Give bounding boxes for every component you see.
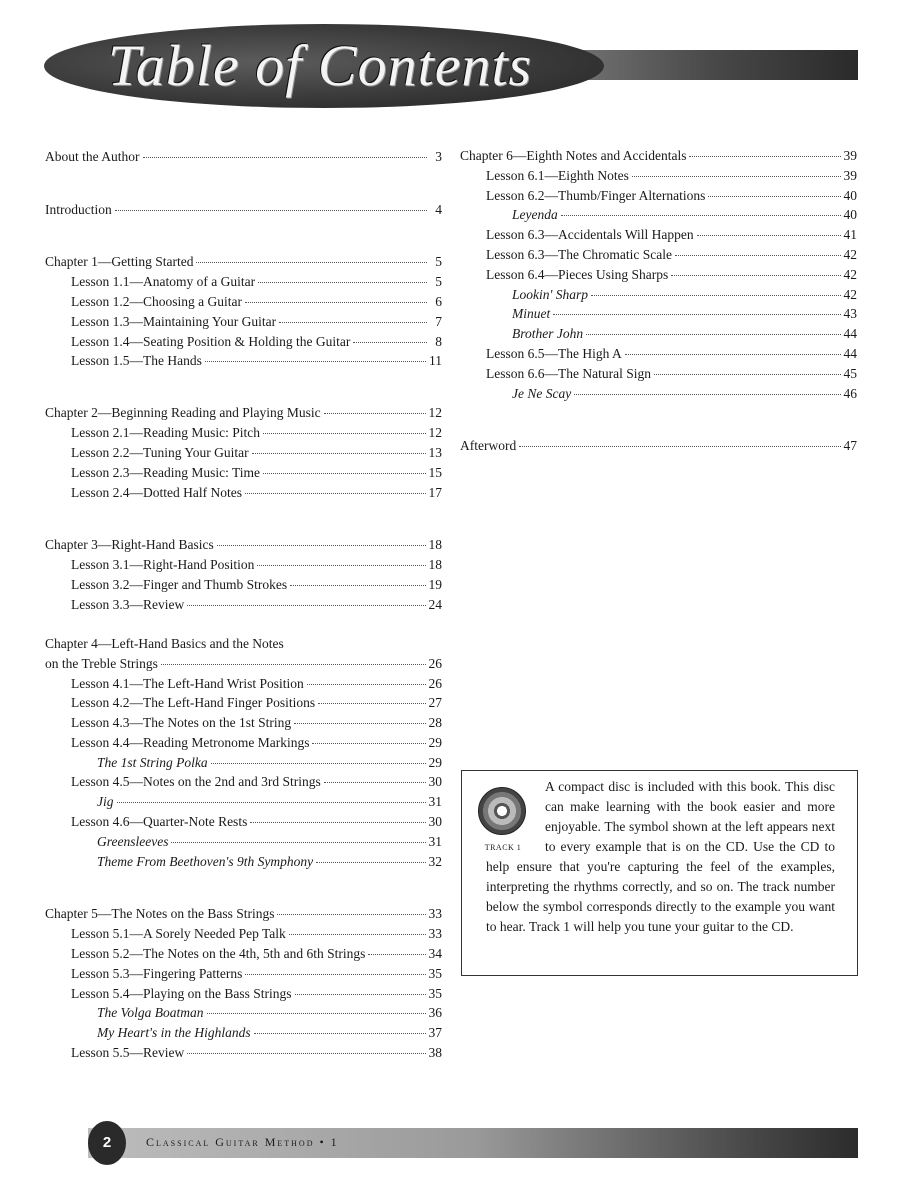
toc-entry-label: The Volga Boatman	[97, 1005, 204, 1020]
title-banner	[44, 24, 858, 108]
toc-entry-page: 12	[428, 425, 442, 440]
toc-entry-label: Lesson 6.3—Accidentals Will Happen	[486, 227, 694, 242]
toc-entry-label: Chapter 4—Left-Hand Basics and the Notes	[45, 636, 284, 651]
toc-leader-dots	[217, 544, 426, 546]
toc-entry	[45, 654, 442, 674]
toc-entry-label: Lesson 6.6—The Natural Sign	[486, 366, 651, 381]
toc-entry	[460, 166, 857, 186]
toc-entry-page: 5	[435, 254, 442, 269]
toc-leader-dots	[591, 294, 840, 296]
toc-entry	[45, 693, 442, 713]
toc-entry	[45, 1003, 442, 1023]
toc-entry-label: Lesson 3.1—Right-Hand Position	[71, 557, 255, 572]
toc-entry-page: 44	[843, 346, 857, 361]
toc-entry-page: 18	[428, 537, 442, 552]
toc-entry-label: Minuet	[512, 306, 551, 321]
toc-entry-label: Brother John	[512, 326, 584, 341]
toc-leader-dots	[290, 584, 425, 586]
toc-entry-page: 33	[428, 926, 442, 941]
toc-leader-dots	[353, 341, 427, 343]
toc-entry	[45, 403, 442, 423]
toc-leader-dots	[368, 953, 425, 955]
toc-entry-page: 30	[428, 814, 442, 829]
toc-entry-label: Lesson 2.1—Reading Music: Pitch	[71, 425, 260, 440]
toc-entry-page: 30	[428, 774, 442, 789]
toc-entry	[460, 245, 857, 265]
toc-leader-dots	[553, 313, 840, 315]
toc-entry-label: Lesson 2.2—Tuning Your Guitar	[71, 445, 249, 460]
toc-leader-dots	[254, 1032, 426, 1034]
toc-entry-label: Lesson 2.3—Reading Music: Time	[71, 465, 261, 480]
toc-entry-page: 40	[843, 207, 857, 222]
toc-entry	[45, 575, 442, 595]
toc-leader-dots	[257, 564, 425, 566]
toc-entry	[460, 436, 857, 456]
toc-entry-label: Lesson 2.4—Dotted Half Notes	[71, 485, 242, 500]
toc-leader-dots	[294, 722, 425, 724]
toc-entry	[45, 252, 442, 272]
cd-track-label: TRACK 1	[484, 843, 522, 852]
toc-entry	[45, 753, 442, 773]
toc-entry-label: Greensleeves	[97, 834, 169, 849]
toc-entry-label: Je Ne Scay	[512, 386, 572, 401]
toc-leader-dots	[196, 261, 427, 263]
toc-entry-label: Lesson 6.3—The Chromatic Scale	[486, 247, 672, 262]
toc-entry-page: 33	[428, 906, 442, 921]
toc-entry-label: Theme From Beethoven's 9th Symphony	[97, 854, 314, 869]
toc-entry-label: Chapter 6—Eighth Notes and Accidentals	[460, 148, 687, 163]
toc-entry	[45, 555, 442, 575]
toc-leader-dots	[324, 412, 426, 414]
toc-entry-label: Lesson 6.5—The High A	[486, 346, 622, 361]
toc-entry-label: Lesson 1.2—Choosing a Guitar	[71, 294, 242, 309]
toc-entry	[45, 944, 442, 964]
toc-leader-dots	[316, 861, 425, 863]
toc-entry-page: 34	[428, 946, 442, 961]
toc-entry-page: 37	[428, 1025, 442, 1040]
toc-entry-label: Lesson 5.2—The Notes on the 4th, 5th and 6th Strings	[71, 946, 366, 961]
toc-entry-label: Lesson 6.1—Eighth Notes	[486, 168, 629, 183]
toc-entry	[460, 225, 857, 245]
toc-entry-page: 39	[843, 168, 857, 183]
toc-leader-dots	[245, 301, 427, 303]
toc-leader-dots	[245, 973, 425, 975]
toc-entry	[460, 344, 857, 364]
toc-entry-page: 44	[843, 326, 857, 341]
toc-entry-page: 40	[843, 188, 857, 203]
toc-entry	[45, 713, 442, 733]
toc-entry-label: Lesson 6.4—Pieces Using Sharps	[486, 267, 669, 282]
toc-leader-dots	[625, 353, 841, 355]
toc-entry-page: 11	[429, 353, 442, 368]
toc-leader-dots	[277, 913, 425, 915]
toc-entry-page: 6	[435, 294, 442, 309]
toc-entry-label: Chapter 1—Getting Started	[45, 254, 194, 269]
toc-leader-dots	[586, 333, 840, 335]
toc-leader-dots	[708, 195, 840, 197]
toc-entry-page: 32	[428, 854, 442, 869]
cd-note-text	[486, 777, 835, 937]
toc-entry-label: Jig	[97, 794, 114, 809]
toc-entry-label: Lesson 1.1—Anatomy of a Guitar	[71, 274, 256, 289]
toc-leader-dots	[161, 663, 426, 665]
toc-entry-page: 39	[843, 148, 857, 163]
toc-entry	[460, 384, 857, 404]
toc-entry-page: 45	[843, 366, 857, 381]
toc-entry-label: Lesson 1.3—Maintaining Your Guitar	[71, 314, 277, 329]
toc-entry	[45, 812, 442, 832]
toc-entry-page: 28	[428, 715, 442, 730]
toc-entry	[460, 205, 857, 225]
toc-entry-page: 35	[428, 966, 442, 981]
toc-entry-page: 12	[428, 405, 442, 420]
toc-entry	[45, 964, 442, 984]
toc-entry-label: Lesson 5.5—Review	[71, 1045, 185, 1060]
toc-leader-dots	[295, 993, 426, 995]
toc-entry-page: 29	[428, 735, 442, 750]
toc-entry-label: Lesson 3.3—Review	[71, 597, 185, 612]
toc-entry-label: My Heart's in the Highlands	[97, 1025, 251, 1040]
toc-entry-label: Chapter 3—Right-Hand Basics	[45, 537, 214, 552]
toc-leader-dots	[187, 1052, 425, 1054]
toc-entry	[45, 832, 442, 852]
toc-entry	[45, 904, 442, 924]
toc-leader-dots	[632, 175, 841, 177]
toc-entry-label: Lesson 5.1—A Sorely Needed Pep Talk	[71, 926, 286, 941]
toc-leader-dots	[519, 445, 840, 447]
toc-leader-dots	[697, 234, 841, 236]
toc-entry	[45, 483, 442, 503]
toc-entry-page: 35	[428, 986, 442, 1001]
toc-leader-dots	[211, 762, 426, 764]
toc-entry	[45, 351, 442, 371]
toc-entry-page: 27	[428, 695, 442, 710]
toc-entry-page: 36	[428, 1005, 442, 1020]
toc-leader-dots	[187, 604, 425, 606]
toc-entry-label: Lesson 3.2—Finger and Thumb Strokes	[71, 577, 288, 592]
toc-entry	[45, 312, 442, 332]
toc-entry	[460, 146, 857, 166]
toc-entry	[45, 852, 442, 872]
toc-entry-page: 31	[428, 834, 442, 849]
toc-entry-label: Afterword	[460, 438, 517, 453]
toc-leader-dots	[689, 155, 840, 157]
toc-leader-dots	[252, 452, 426, 454]
toc-entry-page: 42	[843, 287, 857, 302]
toc-entry-label: Chapter 2—Beginning Reading and Playing Music	[45, 405, 321, 420]
toc-entry-label: Lesson 4.4—Reading Metronome Markings	[71, 735, 310, 750]
running-title: Classical Guitar Method • 1	[146, 1135, 339, 1149]
toc-leader-dots	[205, 360, 426, 362]
toc-entry-page: 31	[428, 794, 442, 809]
toc-leader-dots	[289, 933, 426, 935]
toc-entry-page: 3	[435, 149, 442, 164]
cd-note-paragraph: A compact disc is included with this book. This disc can make learning with the book easier and more enjoyable. The symbol shown at the left appears next to every example that is on the CD. Use the CD to help ensure that you're capturing the feel of the examples, interpreting the rhythms correctly, and so on. The track number below the symbol corresponds directly to the example you want to hear. Track 1 will help you tune your guitar to the CD.	[486, 779, 835, 934]
toc-entry	[45, 792, 442, 812]
toc-entry	[460, 304, 857, 324]
toc-entry	[460, 324, 857, 344]
toc-leader-dots	[171, 841, 425, 843]
toc-leader-dots	[279, 321, 427, 323]
toc-leader-dots	[258, 281, 427, 283]
toc-entry-page: 42	[843, 247, 857, 262]
toc-entry-label: Lookin' Sharp	[512, 287, 589, 302]
toc-entry-label: Lesson 4.6—Quarter-Note Rests	[71, 814, 248, 829]
toc-entry	[45, 924, 442, 944]
toc-entry	[45, 733, 442, 753]
toc-entry-page: 26	[428, 676, 442, 691]
toc-entry-label: Lesson 5.4—Playing on the Bass Strings	[71, 986, 292, 1001]
cd-note-box	[461, 770, 858, 976]
toc-leader-dots	[250, 821, 425, 823]
toc-entry-page: 13	[428, 445, 442, 460]
toc-entry	[45, 595, 442, 615]
toc-entry	[45, 535, 442, 555]
toc-entry-label: Introduction	[45, 202, 112, 217]
toc-leader-dots	[671, 274, 840, 276]
toc-leader-dots	[675, 254, 841, 256]
toc-entry-label: Lesson 4.1—The Left-Hand Wrist Position	[71, 676, 304, 691]
toc-entry	[460, 364, 857, 384]
toc-entry	[45, 634, 442, 654]
toc-leader-dots	[312, 742, 425, 744]
toc-leader-dots	[654, 373, 841, 375]
toc-entry	[45, 292, 442, 312]
page-title: Table of Contents	[108, 33, 533, 98]
toc-entry-label: Lesson 4.5—Notes on the 2nd and 3rd Strings	[71, 774, 321, 789]
toc-entry-label: Lesson 6.2—Thumb/Finger Alternations	[486, 188, 706, 203]
toc-entry	[45, 1043, 442, 1063]
toc-entry	[45, 332, 442, 352]
toc-entry-page: 17	[428, 485, 442, 500]
toc-leader-dots	[245, 492, 426, 494]
toc-entry-label: The 1st String Polka	[97, 755, 208, 770]
toc-entry-page: 15	[428, 465, 442, 480]
toc-entry-page: 24	[428, 597, 442, 612]
toc-leader-dots	[307, 683, 426, 685]
toc-entry-page: 47	[843, 438, 857, 453]
toc-leader-dots	[561, 214, 841, 216]
toc-entry-page: 4	[435, 202, 442, 217]
toc-entry	[45, 772, 442, 792]
toc-leader-dots	[318, 702, 425, 704]
toc-leader-dots	[207, 1012, 426, 1014]
toc-entry	[460, 285, 857, 305]
toc-entry	[45, 463, 442, 483]
toc-entry-page: 26	[428, 656, 442, 671]
toc-entry-page: 7	[435, 314, 442, 329]
toc-entry	[460, 186, 857, 206]
toc-entry-page: 18	[428, 557, 442, 572]
toc-entry-page: 42	[843, 267, 857, 282]
toc-entry	[45, 984, 442, 1004]
toc-entry	[45, 272, 442, 292]
toc-leader-dots	[115, 209, 427, 211]
toc-leader-dots	[263, 432, 426, 434]
toc-leader-dots	[117, 801, 426, 803]
toc-entry-page: 19	[428, 577, 442, 592]
toc-entry-page: 8	[435, 334, 442, 349]
toc-entry-page: 46	[843, 386, 857, 401]
toc-entry-page: 43	[843, 306, 857, 321]
toc-leader-dots	[574, 393, 840, 395]
toc-entry-label: Lesson 4.3—The Notes on the 1st String	[71, 715, 292, 730]
toc-entry-label: About the Author	[45, 149, 140, 164]
toc-entry-page: 5	[435, 274, 442, 289]
toc-entry	[460, 265, 857, 285]
toc-leader-dots	[324, 781, 426, 783]
toc-entry-label: Leyenda	[512, 207, 558, 222]
toc-entry-page: 41	[843, 227, 857, 242]
toc-leader-dots	[143, 156, 428, 158]
toc-leader-dots	[263, 472, 425, 474]
toc-entry	[45, 147, 442, 167]
toc-entry-label: Lesson 1.4—Seating Position & Holding the Guitar	[71, 334, 351, 349]
toc-leader-dots	[287, 644, 427, 645]
page-number-badge: 2	[88, 1121, 126, 1165]
toc-entry-label: Lesson 5.3—Fingering Patterns	[71, 966, 243, 981]
toc-entry-label: Lesson 4.2—The Left-Hand Finger Positions	[71, 695, 316, 710]
toc-entry	[45, 200, 442, 220]
toc-entry-page: 38	[428, 1045, 442, 1060]
toc-entry-label: on the Treble Strings	[45, 656, 158, 671]
toc-entry	[45, 443, 442, 463]
toc-entry-label: Lesson 1.5—The Hands	[71, 353, 202, 368]
toc-entry	[45, 1023, 442, 1043]
toc-entry	[45, 674, 442, 694]
toc-entry	[45, 423, 442, 443]
toc-entry-label: Chapter 5—The Notes on the Bass Strings	[45, 906, 275, 921]
toc-entry-page: 29	[428, 755, 442, 770]
